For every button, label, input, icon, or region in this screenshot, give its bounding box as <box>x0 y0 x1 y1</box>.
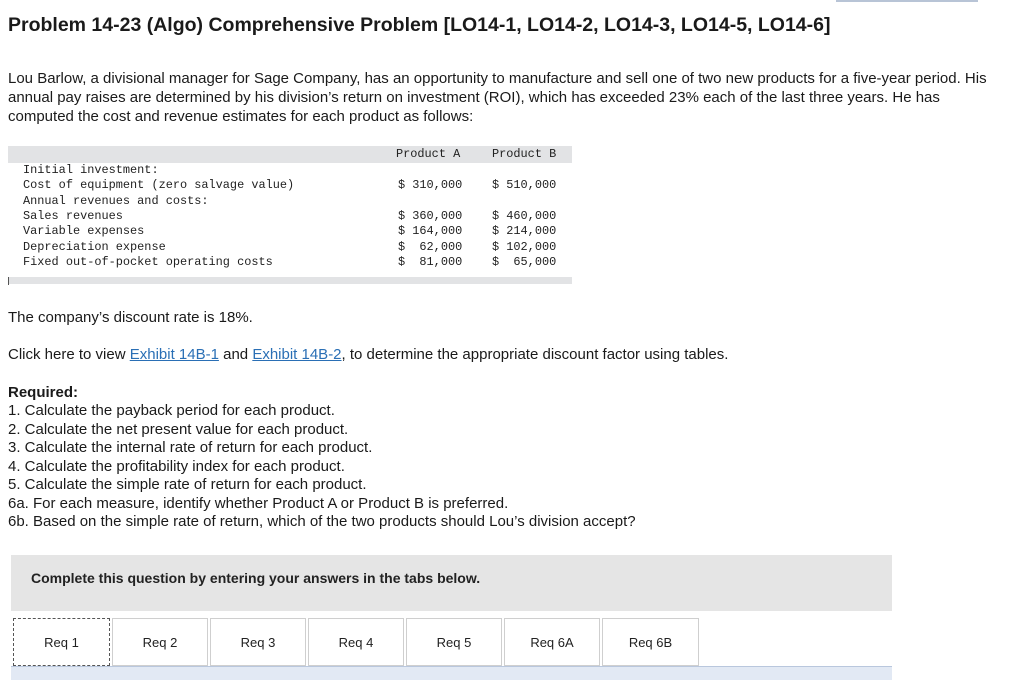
exhibit-14b-2-link[interactable]: Exhibit 14B-2 <box>252 346 342 363</box>
row-label-variable-expenses: Variable expenses <box>23 224 145 238</box>
cell-product-a-variable-expenses: $ 164,000 <box>398 224 463 238</box>
exhibit-14b-1-link[interactable]: Exhibit 14B-1 <box>129 346 219 363</box>
tab-req-1[interactable]: Req 1 <box>13 618 110 666</box>
row-label-initial-investment: Initial investment: <box>23 163 159 177</box>
top-divider <box>836 0 978 2</box>
cell-product-b-sales-revenues: $ 460,000 <box>492 209 557 223</box>
table-header-bar <box>8 146 572 163</box>
row-label-annual-revenues-costs: Annual revenues and costs: <box>23 194 209 208</box>
exhibit-suffix: , to determine the appropriate discount factor using tables. <box>341 346 729 363</box>
problem-intro: Lou Barlow, a divisional manager for Sage Company, has an opportunity to manufacture and sell one of two new products for a five-year period. His annual pay raises are determined by his division’s return on investment (ROI), which has exceeded 23% each of the last three years. He has computed the cost and revenue estimates for each product as follows: <box>8 70 987 125</box>
tab-req-4[interactable]: Req 4 <box>308 618 404 666</box>
row-label-cost-of-equipment: Cost of equipment (zero salvage value) <box>23 178 295 192</box>
table-footer-bar <box>8 277 572 284</box>
tab-content-area <box>11 666 892 680</box>
cell-product-a-depreciation-expense: $ 62,000 <box>398 240 463 254</box>
tab-req-5[interactable]: Req 5 <box>406 618 502 666</box>
cost-revenue-table <box>8 146 572 284</box>
tab-req-3[interactable]: Req 3 <box>210 618 306 666</box>
required-item: 5. Calculate the simple rate of return for each product. <box>8 476 367 493</box>
tab-req-6a[interactable]: Req 6A <box>504 618 600 666</box>
exhibit-middle: and <box>218 346 253 363</box>
problem-title: Problem 14-23 (Algo) Comprehensive Problem [LO14-1, LO14-2, LO14-3, LO14-5, LO14-6] <box>8 14 831 36</box>
cell-product-b-cost-of-equipment: $ 510,000 <box>492 178 557 192</box>
required-item: 3. Calculate the internal rate of return for each product. <box>8 439 373 456</box>
cell-product-a-sales-revenues: $ 360,000 <box>398 209 463 223</box>
tab-req-6b[interactable]: Req 6B <box>602 618 699 666</box>
required-list <box>8 402 636 532</box>
required-item: 2. Calculate the net present value for each product. <box>8 420 349 438</box>
row-label-fixed-operating-costs: Fixed out-of-pocket operating costs <box>23 255 273 269</box>
table-footer-tick <box>8 277 9 285</box>
discount-rate-text: The company’s discount rate is 18%. <box>8 309 253 326</box>
cell-product-a-cost-of-equipment: $ 310,000 <box>398 178 463 192</box>
instructions-banner <box>11 555 892 611</box>
cell-product-a-fixed-operating-costs: $ 81,000 <box>398 255 463 269</box>
exhibit-prefix: Click here to view <box>8 346 130 363</box>
required-item: 6b. Based on the simple rate of return, which of the two products should Lou’s division accept? <box>8 513 636 530</box>
column-header-product-a: Product A <box>396 147 461 161</box>
exhibit-instructions <box>8 346 728 363</box>
required-item: 1. Calculate the payback period for each product. <box>8 402 335 419</box>
cell-product-b-variable-expenses: $ 214,000 <box>492 224 557 238</box>
column-header-product-b: Product B <box>492 147 557 161</box>
row-label-sales-revenues: Sales revenues <box>23 209 123 223</box>
required-item: 4. Calculate the profitability index for each product. <box>8 457 345 475</box>
required-heading: Required: <box>8 384 79 401</box>
required-item: 6a. For each measure, identify whether Product A or Product B is preferred. <box>8 494 509 512</box>
instructions-banner-text: Complete this question by entering your answers in the tabs below. <box>31 570 481 586</box>
tab-req-2[interactable]: Req 2 <box>112 618 208 666</box>
cell-product-b-depreciation-expense: $ 102,000 <box>492 240 557 254</box>
cell-product-b-fixed-operating-costs: $ 65,000 <box>492 255 557 269</box>
row-label-depreciation-expense: Depreciation expense <box>23 240 166 254</box>
